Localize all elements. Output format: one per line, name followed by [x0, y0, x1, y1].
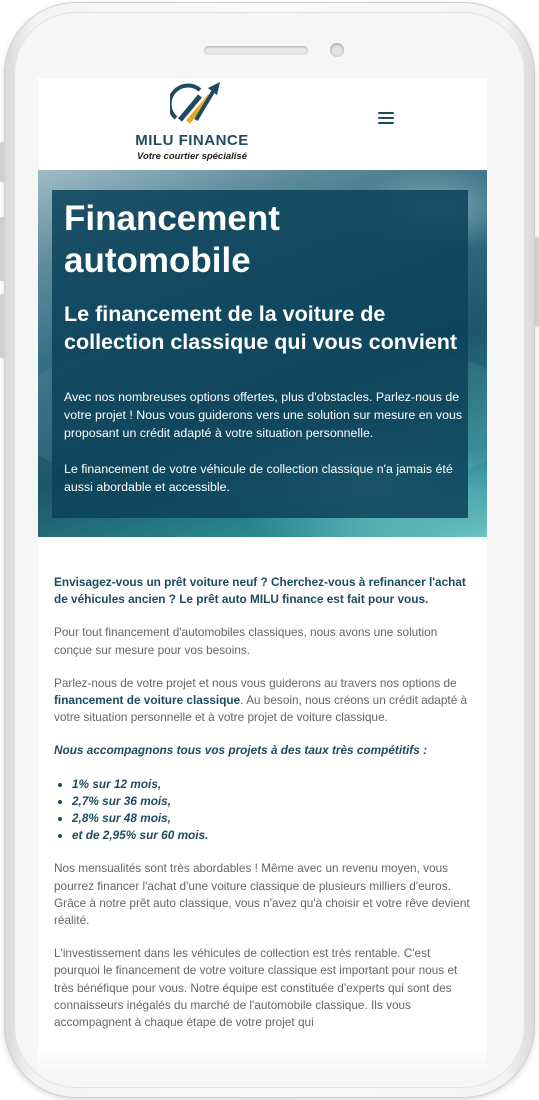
paragraph-investment: L'investissement dans les véhicules de collection est très rentable. C'est pourquoi le financement de votre voiture classique est important pour nous et très bénéfique pour vous. Notre équipe est constituée d'experts qui sont des connaisseurs inégalés du marché de l'automobile classique. Ils vous accompagnent à chaque étape de votre projet qui — [54, 946, 458, 1030]
site-logo[interactable] — [134, 82, 254, 166]
paragraph-monthly: Nos mensualités sont très abordables ! Même avec un revenu moyen, vous pourrez financer l'achat d'une voiture classique de plusieurs milliers d'euros. Grâce à notre prêt auto classique, vous n'avez qu'à choisir et votre rêve devient réalité. — [54, 861, 470, 928]
phone-screen — [38, 78, 487, 1072]
menu-bar — [378, 112, 394, 114]
phone-speaker — [204, 46, 308, 55]
list-item: • et de 2,95% sur 60 mois. — [72, 827, 472, 844]
rates-intro: Nous accompagnons tous vos projets à des taux très compétitifs : — [54, 743, 427, 758]
list-item: • 2,7% sur 36 mois, — [72, 793, 472, 810]
site-header — [38, 78, 487, 170]
hero-banner — [38, 170, 487, 537]
list-item: • 1% sur 12 mois, — [72, 776, 472, 793]
hamburger-menu-icon[interactable] — [378, 112, 394, 126]
financing-link-text: financement de voiture classique — [54, 693, 241, 708]
phone-camera — [330, 43, 344, 57]
hero-overlay-box — [52, 190, 468, 518]
paragraph-project-text: Parlez-nous de votre projet et nous vous guiderons au travers nos options de — [54, 675, 457, 690]
list-item: • 2,8% sur 48 mois, — [72, 810, 472, 827]
menu-bar — [378, 117, 394, 119]
phone-side-button — [534, 237, 539, 327]
phone-side-button — [0, 294, 5, 358]
hero-subtitle: Le financement de la voiture de collection classique qui vous convient — [64, 302, 458, 354]
hero-paragraph-1: Avec nos nombreuses options offertes, plus d'obstacles. Parlez-nous de votre projet ! Nous vous guiderons vers une solution sur mesure en vous proposant un crédit adapté à votre situation personnelle. — [64, 390, 463, 440]
brand-tagline: Votre courtier spécialisé — [136, 151, 247, 162]
brand-name: MILU FINANCE — [135, 132, 249, 149]
screen-bottom-fade — [38, 1048, 487, 1072]
paragraph-solution: Pour tout financement d'automobiles classiques, nous avons une solution conçue sur mesure pour vos besoins. — [54, 625, 438, 657]
paragraph-project-text: . Au besoin, nous créons un crédit adapté à votre situation personnelle et à votre projet de voiture classique. — [54, 693, 468, 725]
hero-paragraph-2: Le financement de votre véhicule de collection classique n'a jamais été aussi abordable et accessible. — [64, 462, 453, 494]
phone-side-button — [0, 217, 5, 281]
hero-title: Financement automobile — [64, 199, 280, 280]
rates-list — [54, 776, 472, 845]
phone-side-button — [0, 142, 5, 182]
paragraph-project — [54, 675, 472, 727]
rising-arrow-logo-icon — [170, 82, 222, 128]
main-content — [54, 574, 472, 1047]
intro-question: Envisagez-vous un prêt voiture neuf ? Cherchez-vous à refinancer l'achat de véhicules ancien ? Le prêt auto MILU finance est fait pour vous. — [54, 575, 466, 607]
menu-bar — [378, 122, 394, 124]
